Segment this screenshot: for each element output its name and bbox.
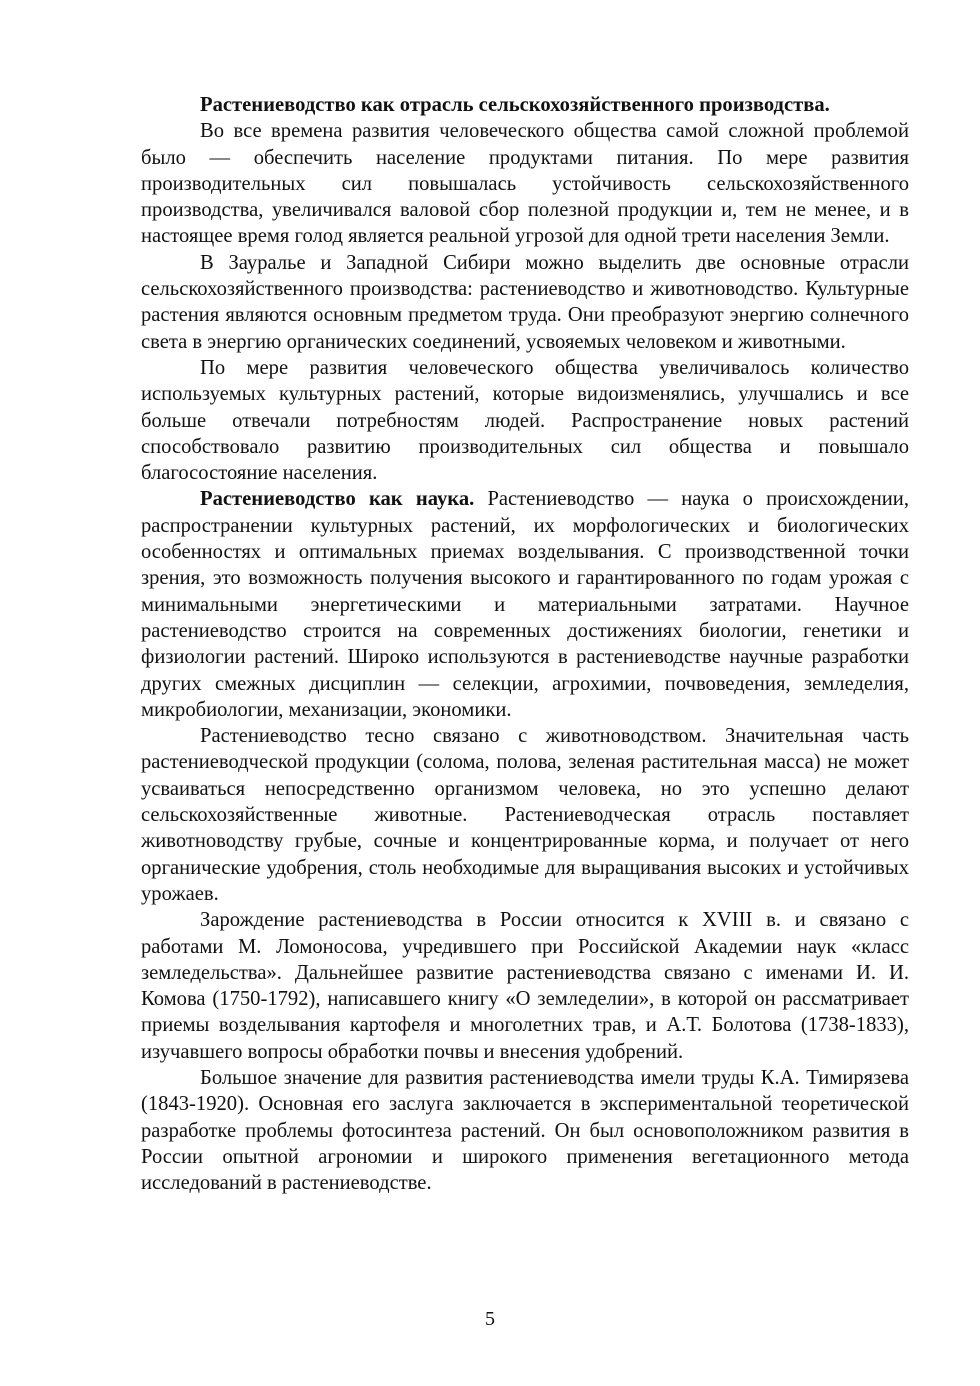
section-heading: Растениеводство как отрасль сельскохозяйственного производства. (200, 94, 830, 116)
paragraph-agriculture-branches: В Зауралье и Западной Сибири можно выделить две основные отрасли сельскохозяйственного производства: растениеводство и животноводство. Культурные растения являются основным предметом труда. Они преобразуют энергию солнечного света в энергию органических соединений, усвояемых человеком и животными. (141, 251, 909, 353)
paragraph-food-problem: Во все времена развития человеческого общества самой сложной проблемой было — обеспечить население продуктами питания. По мере развития производительных сил повышалась устойчивость сельскохозяйственного производства, увеличивался валовой сбор полезной продукции и, тем не менее, и в настоящее время голод является реальной угрозой для одной трети населения Земли. (141, 120, 909, 248)
subsection-title: Растениеводство как наука. (200, 488, 475, 511)
paragraph-plant-science (141, 486, 909, 723)
paragraph-livestock-link: Растениеводство тесно связано с животноводством. Значительная часть растениеводческой продукции (солома, полова, зеленая растительная масса) не может усваиваться непосредственно организмом человека, но это успешно делают сельскохозяйственные животные. Растениеводческая отрасль поставляет животноводству грубые, сочные и концентрированные корма, и получает от него органические удобрения, столь необходимые для выращивания высоких и устойчивых урожаев. (141, 725, 909, 905)
paragraph-history-russia: Зарождение растениеводства в России относится к XVIII в. и связано с работами М. Ломоносова, учредившего при Российской Академии наук «класс земледельства». Дальнейшее развитие растениеводства связано с именами И. И. Комова (1750-1792), написавшего книгу «О земледелии», в которой он рассматривает приемы возделывания картофеля и многолетних трав, и А.Т. Болотова (1738-1833), изучавшего вопросы обработки почвы и внесения удобрений. (141, 909, 909, 1063)
subsection-text: Растениеводство — наука о происхождении, распространении культурных растений, их морфологических и биологических особенностях и оптимальных приемах возделывания. С производственной точки зрения, это возможность получения высокого и гарантированного по годам урожая с минимальными энергетическими и материальными затратами. Научное растениеводство строится на современных достижениях биологии, генетики и физиологии растений. Широко используются в растениеводстве научные разработки других смежных дисциплин — селекции, агрохимии, почвоведения, земледелия, микробиологии, механизации, экономики. (141, 488, 909, 721)
page-number: 5 (485, 1308, 495, 1330)
document-body (141, 92, 909, 1196)
paragraph-plant-cultivation-growth: По мере развития человеческого общества увеличивалось количество используемых культурных растений, которые видоизменялись, улучшались и все больше отвечали потребностям людей. Распространение новых растений способствовало развитию производительных сил общества и повышало благосостояние населения. (141, 356, 909, 485)
paragraph-timiryazev: Большое значение для развития растениеводства имели труды К.А. Тимирязева (1843-1920). Основная его заслуга заключается в экспериментальной теоретической разработке проблемы фотосинтеза растений. Он был основоположником развития в России опытной агрономии и широкого применения вегетационного метода исследований в растениеводстве. (141, 1066, 909, 1195)
